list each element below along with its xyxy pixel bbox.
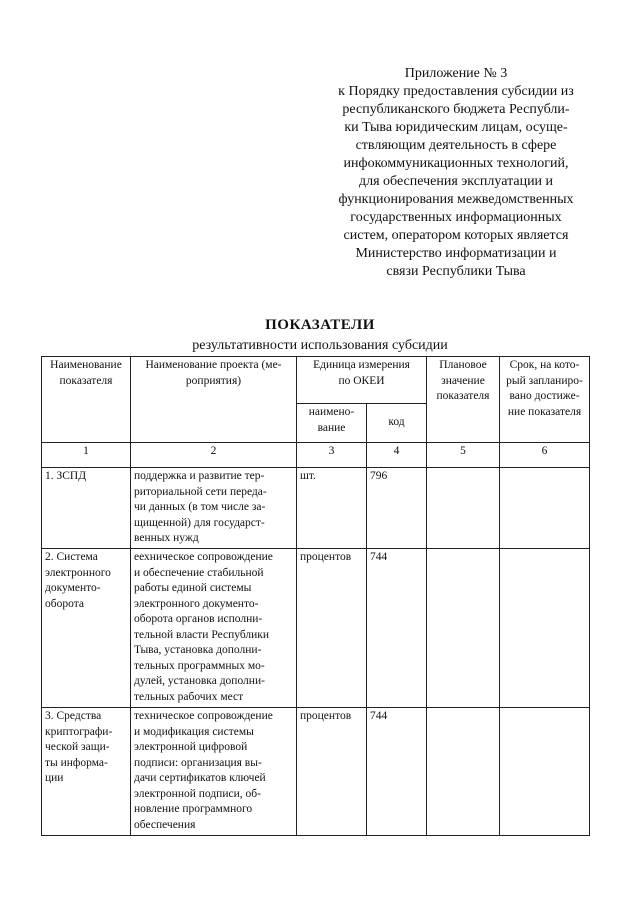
appendix-line: республиканского бюджета Республи- <box>342 102 570 117</box>
header-project-name: Наименование проекта (ме- роприятия) <box>131 357 297 443</box>
column-number: 2 <box>131 443 297 468</box>
row-indicator-name: 2. Система электронного документо- оборота <box>42 549 131 708</box>
row-unit-code: 796 <box>367 468 427 549</box>
column-number: 1 <box>42 443 131 468</box>
header-planned-value: Плановое значение показателя <box>427 357 500 443</box>
appendix-line: ствляющим деятельность в сфере <box>355 138 557 153</box>
row-unit-code: 744 <box>367 549 427 708</box>
row-indicator-name: 1. ЗСПД <box>42 468 131 549</box>
appendix-line: связи Республики Тыва <box>386 264 526 279</box>
row-planned-value <box>427 549 500 708</box>
column-number: 4 <box>367 443 427 468</box>
row-unit-name: процентов <box>297 549 367 708</box>
appendix-line: к Порядку предоставления субсидии из <box>338 84 574 99</box>
row-unit-name: процентов <box>297 708 367 836</box>
row-unit-name: шт. <box>297 468 367 549</box>
row-project: техническое сопровождение и модификация системы электронной цифровой подписи: организация вы- дачи сертификатов ключей электронной подписи, об- новление программного обеспечения <box>131 708 297 836</box>
appendix-line: для обеспечения эксплуатации и <box>358 174 554 189</box>
table-header-row <box>42 357 590 404</box>
row-deadline <box>500 549 590 708</box>
row-deadline <box>500 468 590 549</box>
table-row <box>42 708 590 836</box>
document-subtitle: результативности использования субсидии <box>192 338 448 353</box>
column-number: 5 <box>427 443 500 468</box>
table-row <box>42 468 590 549</box>
appendix-line: ки Тыва юридическим лицам, осуще- <box>344 120 568 135</box>
header-deadline: Срок, на кото- рый запланиро- вано достиже- ние показателя <box>500 357 590 443</box>
row-planned-value <box>427 708 500 836</box>
document-title: ПОКАЗАТЕЛИ <box>265 317 375 333</box>
column-number: 6 <box>500 443 590 468</box>
column-number: 3 <box>297 443 367 468</box>
row-deadline <box>500 708 590 836</box>
header-unit: Единица измерения по ОКЕИ <box>297 357 427 404</box>
row-planned-value <box>427 468 500 549</box>
header-unit-code: код <box>367 404 427 443</box>
row-indicator-name: 3. Средства криптографи- ческой защи- ты информа- ции <box>42 708 131 836</box>
appendix-line: государственных информационных <box>350 210 562 225</box>
appendix-line: функционирования межведомственных <box>338 192 574 207</box>
indicators-table <box>41 356 590 836</box>
row-unit-code: 744 <box>367 708 427 836</box>
appendix-line: инфокоммуникационных технологий, <box>343 156 569 171</box>
appendix-header <box>306 65 606 281</box>
appendix-line: Министерство информатизации и <box>355 246 557 261</box>
header-indicator-name: Наименование показателя <box>42 357 131 443</box>
table-row <box>42 549 590 708</box>
header-unit-name: наимено- вание <box>297 404 367 443</box>
row-project: поддержка и развитие тер- риториальной сети переда- чи данных (в том числе за- щищенной) для государст- венных нужд <box>131 468 297 549</box>
row-project: еехническое сопровождение и обеспечение стабильной работы единой системы электронного документо- оборота органов исполни- тельной власти Республики Тыва, установка дополни- тельных программных мо- дулей, установка дополни- тельных рабочих мест <box>131 549 297 708</box>
column-numbers-row <box>42 443 590 468</box>
appendix-line: систем, оператором которых является <box>343 228 569 243</box>
appendix-line: Приложение № 3 <box>404 66 508 81</box>
